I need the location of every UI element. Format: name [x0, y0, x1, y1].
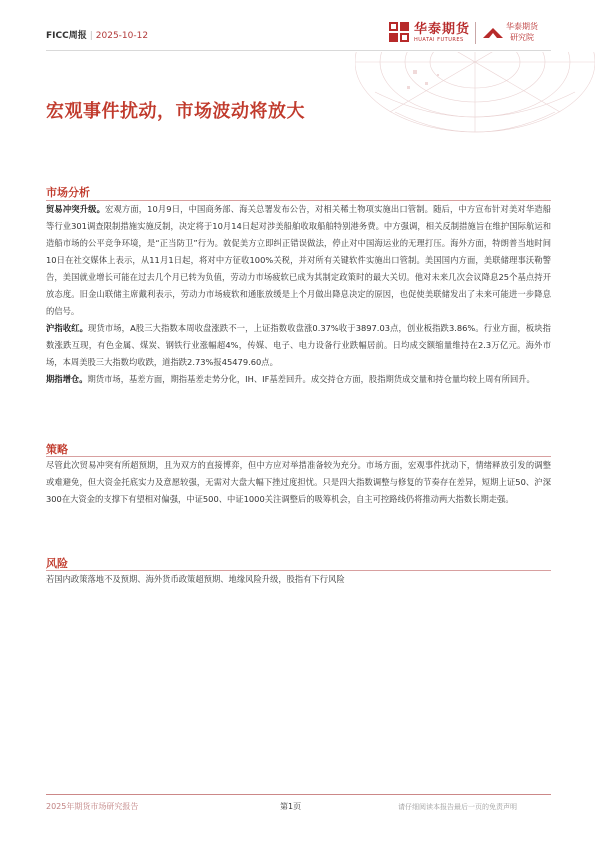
- research-logo: [482, 20, 552, 48]
- wireframe-globe-icon: [355, 52, 595, 162]
- market-paragraph-index: [46, 320, 551, 371]
- market-paragraph-trade: [46, 201, 551, 320]
- strategy-heading: 策略: [46, 443, 68, 456]
- huatai-logo-icon: [388, 21, 410, 43]
- risk-body: 若国内政策落地不及预期、海外货币政策超预期、地缘风险升级，股指有下行风险: [46, 574, 345, 584]
- footer-report-name: 2025年期货市场研究报告: [46, 802, 139, 811]
- logo2-line1: 华泰期货: [506, 22, 538, 31]
- paragraph-text: 宏观方面，10月9日，中国商务部、海关总署发布公告，对相关稀土物项实施出口管制。随后，中方宣布针对美对华造船等行业301调查限制措施实施反制，决定将于10月14日起对涉美船舶收取船舶特别港务费。中方强调，相关反制措施旨在维护国际航运和造船市场的公平竞争环境，是“正当防卫”行为。敦促美方立即纠正错误做法，停止对中国海运业的无理打压。海外方面，特朗普当地时间10日在社交媒体上表示，从11月1日起，将对中方征收100%关税，并对所有关键软件实施出口管制。美国国内方面，美联储理事沃勒警告，美国就业增长可能在过去几个月已转为负值，劳动力市场疲软已成为其制定政策时的最大关切。他对未来几次会议降息25个基点持开放态度。旧金山联储主席戴利表示，劳动力市场疲软和通胀放缓是上个月做出降息决定的原因，也促使美联储发出了未来可能进一步降息的信号。: [46, 204, 551, 316]
- report-type: FICC周报: [46, 31, 87, 41]
- market-analysis-body: [46, 201, 551, 388]
- market-analysis-heading: 市场分析: [46, 186, 90, 199]
- strategy-body: 尽管此次贸易冲突有所超预期，且为双方的直接博弈，但中方应对举措准备较为充分。市场方面，宏观事件扰动下，情绪释放引发的调整或难避免，但大资金托底实力及意愿较强，无需对大盘大幅下挫过度担忧。只是四大指数调整与修复的节奏存在差异，短期上证50、沪深300在大资金的支撑下有望相对偏强，中证500、中证1000关注调整后的吸筹机会，自主可控路线仍将推动两大指数长期走强。: [46, 460, 551, 504]
- page-title: 宏观事件扰动，市场波动将放大: [46, 101, 305, 122]
- logo-divider: [475, 22, 476, 44]
- paragraph-label: 贸易冲突升级。: [46, 204, 106, 214]
- risk-heading: 风险: [46, 557, 68, 570]
- report-date: 2025-10-12: [95, 31, 149, 41]
- market-paragraph-futures: [46, 371, 551, 388]
- page-number: 第1页: [280, 802, 302, 811]
- paragraph-label: 沪指收红。: [46, 323, 89, 333]
- logo1-name: 华泰期货: [414, 21, 471, 37]
- disclaimer-note: 请仔细阅读本报告最后一页的免责声明: [398, 803, 517, 811]
- header-rule: [46, 50, 551, 51]
- header-meta: FICC周报 | 2025-10-12: [46, 31, 149, 41]
- logo2-line2: 研究院: [510, 33, 534, 42]
- logo1-english: HUATAI FUTURES: [414, 36, 464, 43]
- huatai-logo: [388, 21, 470, 43]
- research-logo-icon: [482, 26, 504, 40]
- paragraph-text: 现货市场，A股三大指数本周收盘涨跌不一，上证指数收盘涨0.37%收于3897.03点，创业板指跌3.86%。行业方面，板块指数涨跌互现，有色金属、煤炭、钢铁行业涨幅超4%，传媒、电子、电力设备行业跌幅居前。日均成交额缩量维持在2.3万亿元。海外市场，本周美股三大指数均收跌，道指跌2.73%报45479.60点。: [46, 323, 551, 367]
- paragraph-text: 期货市场，基差方面，期指基差走势分化，IH、IF基差回升。成交持仓方面，股指期货成交量和持仓量均较上周有所回升。: [87, 374, 535, 384]
- paragraph-label: 期指增仓。: [46, 374, 88, 384]
- footer-rule: [46, 794, 551, 795]
- page-header: [0, 0, 595, 52]
